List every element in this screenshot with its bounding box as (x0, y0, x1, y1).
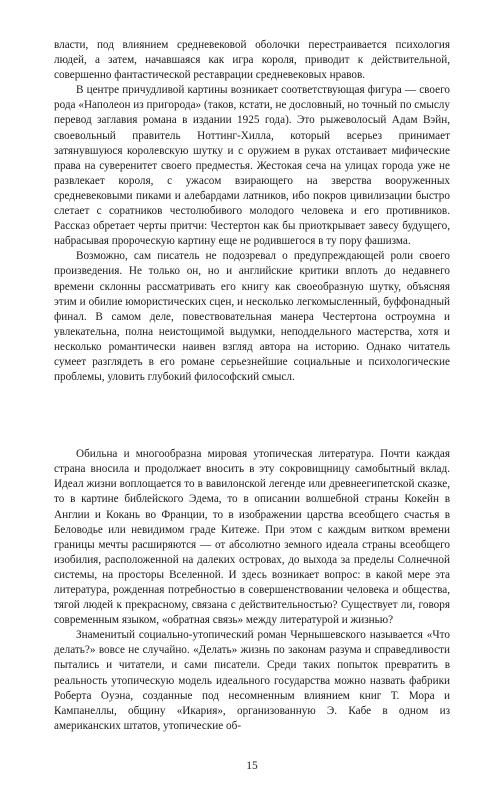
paragraph: Знаменитый социально-утопический роман Чернышевского называется «Что делать?» вовсе не случайно. «Делать» жизнь по законам разума и справедливости пытались и читатели, и сами писатели. Среди таких попыток превратить в реальность утопическую модель идеального государства можно назвать фабрики Роберта Оуэна, созданные под несомненным влиянием книг Т. Мора и Кампанеллы, общину «Икария», организованную Э. Кабе в одном из американских штатов, утопические об- (54, 629, 450, 732)
paragraph: Возможно, сам писатель не подозревал о предупреждающей роли своего произведения. Не только он, но и английские критики вплоть до недавнего времени склонны рассматривать его книгу как своеобразную шутку, объясняя этим и обилие юмористических сцен, и несколько легкомысленный, буффонадный финал. В самом деле, повествовательная манера Честертона остроумна и увлекательна, полна неистощимой выдумки, неподдельного мастерства, хотя и несколько романтически наивен взгляд автора на историю. Однако читатель сумеет разглядеть в его романе серьезнейшие социальные и психологические проблемы, уловить глубокий философский смысл. (54, 250, 450, 384)
paragraph: Обильна и многообразна мировая утопическая литература. Почти каждая страна вносила и продолжает вносить в эту сокровищницу самобытный вклад. Идеал жизни воплощается то в вавилонской легенде или древнеегипетской сказке, то в картине библейского Эдема, то в описании волшебной страны Кокейн в Англии и Кокань во Франции, то в изображении царства всеобщего счастья в Беловодье или невидимом граде Китеже. При этом с каждым витком времени границы мечты расширяются — от абсолютно земного идеала страны всеобщего изобилия, расположенной на далеких островах, до выхода за пределы Солнечной системы, на просторы Вселенной. И здесь возникает вопрос: в какой мере эта литература, рожденная потребностью в совершенствовании человека и общества, тягой людей к прекрасному, связана с действительностью? Существует ли, говоря современным языком, «обратная связь» между литературой и жизнью? (54, 448, 450, 627)
text-section-2 (54, 447, 450, 734)
paragraph: власти, под влиянием средневековой оболочки перестраивается психология людей, а затем, начавшаяся как игра короля, приводит к действительной, совершенно фантастической реставрации средневековых нравов. (54, 39, 450, 82)
text-section-1 (54, 38, 450, 385)
paragraph: В центре причудливой картины возникает соответствующая фигура — своего рода «Наполеон из пригорода» (таков, кстати, не дословный, но точный по смыслу перевод заглавия романа в издании 1925 года). Это рыжеволосый Адам Вэйн, своевольный правитель Ноттинг-Хилла, который всерьез принимает затянувшуюся королевскую шутку и с оружием в руках отстаивает мифические права на суверенитет своего предместья. Жестокая сеча на улицах города уже не развлекает короля, с ужасом взирающего на зверства вооруженных средневековыми пиками и алебардами латников, ибо покров цивилизации быстро слетает с соратников честолюбивого молодого человека и его противников. Рассказ обретает черты притчи: Честертон как бы приоткрывает завесу будущего, набрасывая пророческую картину еще не родившегося в ту пору фашизма. (54, 84, 450, 248)
section-break (54, 385, 450, 447)
page-number: 15 (246, 760, 258, 772)
